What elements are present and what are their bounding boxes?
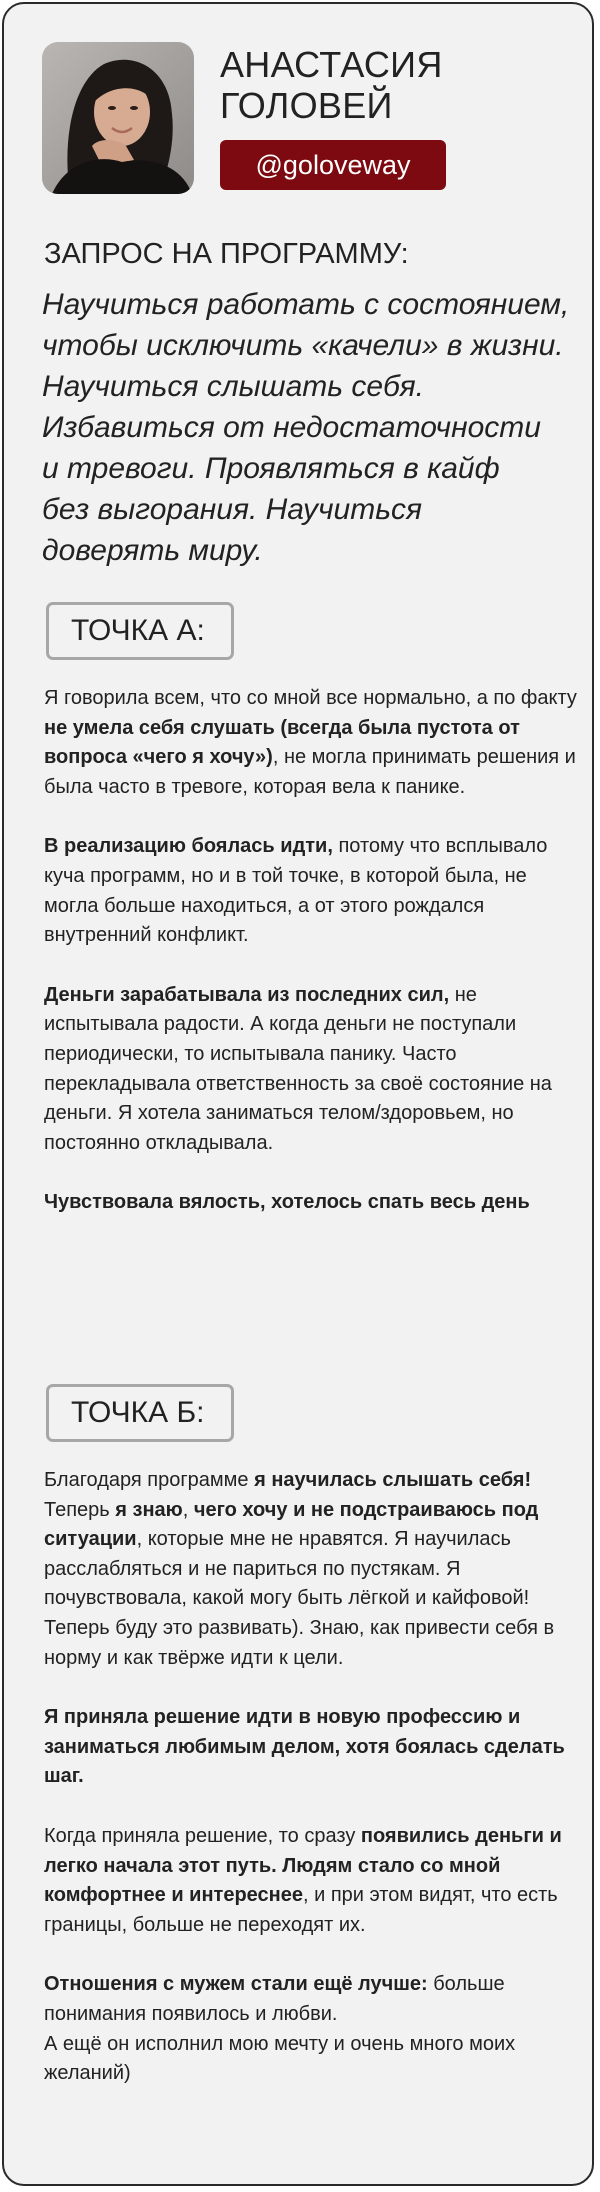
name-line1: АНАСТАСИЯ: [220, 44, 443, 85]
point-a-label: ТОЧКА А:: [46, 602, 234, 660]
point-a-paragraph-2: В реализацию боялась идти, потому что всплывало куча программ, но и в той точке, в которой была, не могла больше находиться, а от этого рождался внутренний конфликт.: [44, 835, 548, 947]
testimonial-card: [2, 2, 594, 2186]
point-a-text: [44, 684, 584, 1248]
point-b-paragraph-3: Когда приняла решение, то сразу появились деньги и легко начала этот путь. Людям стало со мной комфортнее и интереснее, и при этом видят, что есть границы, больше не переходят их.: [44, 1824, 562, 1936]
request-line: и тревоги. Проявляться в кайф: [42, 452, 500, 485]
request-line: доверять миру.: [42, 534, 263, 567]
point-b-paragraph-2: Я приняла решение идти в новую профессию и заниматься любимым делом, хотя боялась сделать шаг.: [44, 1706, 565, 1788]
name-line2: ГОЛОВЕЙ: [220, 85, 393, 126]
request-line: чтобы исключить «качели» в жизни.: [42, 329, 564, 362]
point-b-paragraph-4: Отношения с мужем стали ещё лучше: больше понимания появилось и любви. А ещё он исполнил мою мечту и очень много моих желаний): [44, 1973, 516, 2085]
request-line: Научиться слышать себя.: [42, 370, 424, 403]
point-a-paragraph-3: Деньги зарабатывала из последних сил, не испытывала радости. А когда деньги не поступали периодически, то испытывала панику. Часто перекладывала ответственность за своё состояние на деньги. Я хотела заниматься телом/здоровьем, но постоянно откладывала.: [44, 983, 552, 1154]
point-a-paragraph-4: Чувствовала вялость, хотелось спать весь день: [44, 1191, 530, 1214]
avatar: [42, 42, 194, 194]
point-a-paragraph-1: Я говорила всем, что со мной все нормально, а по факту не умела себя слушать (всегда была пустота от вопроса «чего я хочу»), не могла принимать решения и была часто в тревоге, которая вела к панике.: [44, 687, 577, 798]
instagram-handle-badge[interactable]: @goloveway: [220, 140, 446, 190]
point-b-text: [44, 1466, 584, 2119]
request-text: [42, 284, 587, 571]
request-line: без выгорания. Научиться: [42, 493, 422, 526]
portrait-photo: [42, 42, 194, 194]
point-b-paragraph-1: Благодаря программе я научилась слышать себя! Теперь я знаю, чего хочу и не подстраиваюсь под ситуации, которые мне не нравятся. Я научилась расслабляться и не париться по пустякам. Я почувствовала, какой могу быть лёгкой и кайфовой! Теперь буду это развивать). Знаю, как привести себя в норму и как твёрже идти к цели.: [44, 1469, 555, 1669]
request-line: Избавиться от недостаточности: [42, 411, 541, 444]
point-b-label: ТОЧКА Б:: [46, 1384, 234, 1442]
request-line: Научиться работать с состоянием,: [42, 288, 570, 321]
request-title: ЗАПРОС НА ПРОГРАММУ:: [44, 238, 409, 270]
profile-name: [220, 44, 443, 126]
